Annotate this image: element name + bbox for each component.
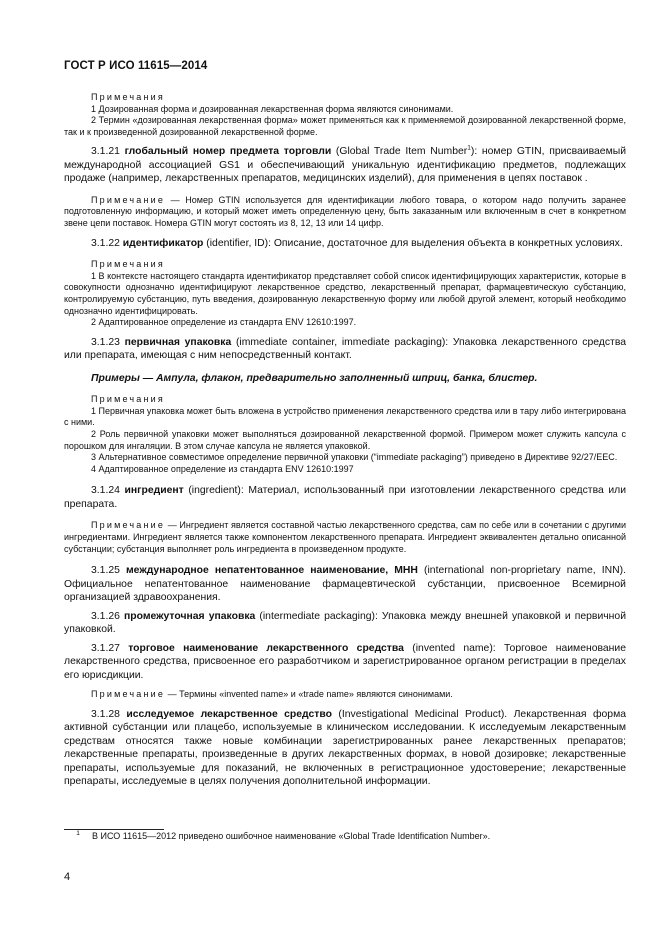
note-paragraph: Примечание — Термины «invented name» и «trade name» являются синонимами. [91, 689, 453, 700]
footnote-ref: 1 [467, 144, 471, 152]
term-name: промежуточная упаковка [123, 610, 256, 622]
example-line: Примеры — Ампула, флакон, предварительно заполненный шприц, банка, блистер. [91, 372, 538, 384]
term-name: исследуемое лекарственное средство [126, 708, 332, 720]
note-paragraph: Примечание — Ингредиент является составной частью лекарственного средства, сам по себе или в сочетании с другими ингредиентами. Ингредиент является также компонентом лекарственного препарата. Ингредиент эквивалентен детально описанной субстанции; субстанция выполняет роль ингредиента в произведенном продукте. [64, 520, 626, 554]
note-paragraph: Примечание — Номер GTIN используется для идентификации любого товара, о котором надо получить заранее подготовленную информацию, и который может иметь определенную цену, быть заказанным или включенным в счет в конкретном звене цепи поставок. Номера GTIN могут состоять из 8, 12, 13 или 14 цифр. [64, 194, 626, 229]
note-item: 2 Адаптированное определение из стандарта ENV 12610:1997. [91, 317, 357, 328]
note-item: 1 Дозированная форма и дозированная лекарственная форма являются синонимами. [91, 103, 454, 114]
term-name: глобальный номер предмета торговли [124, 146, 332, 158]
term-definition: 3.1.23 первичная упаковка (immediate container, immediate packaging): Упаковка лекарственного средства или препарата, имеющая с ним непосредственный контакт. [64, 336, 627, 362]
note-heading: Примечания [91, 394, 165, 405]
page-number: 4 [64, 871, 71, 883]
term-definition: 3.1.22 идентификатор (identifier, ID): Описание, достаточное для выделения объекта в конкретных условиях. [91, 237, 623, 249]
document-body [64, 92, 626, 789]
term-name: ингредиент [124, 485, 184, 497]
term-name: идентификатор [122, 237, 204, 249]
note-item: 3 Альтернативное совместимое определение первичной упаковки (“immediate packaging”) приведено в Директиве 92/27/EEC. [91, 452, 618, 463]
term-name: международное непатентованное наименование, МНН [126, 565, 418, 577]
term-definition: 3.1.26 промежуточная упаковка (intermediate packaging): Упаковка между внешней упаковкой и первичной упаковкой. [64, 610, 626, 636]
term-definition: 3.1.28 исследуемое лекарственное средство (Investigational Medicinal Product). Лекарственная форма активной субстанции или плацебо, используемые в клиническом исследовании. К исследуемым лекарственным средствам относятся также новые комбинации зарегистрированных ранее лекарственных препаратов; лекарственные препараты, произведенные в других лекарственных формах, в новой дозировке; лекарственные препараты, используемые для показаний, не включенных в регистрационное удостоверение; лекарственные препараты, исследуемые в целях получения дополнительной информации. [64, 708, 626, 788]
document-header: ГОСТ Р ИСО 11615—2014 [64, 60, 208, 72]
note-heading: Примечания [91, 259, 165, 270]
term-definition: 3.1.21 глобальный номер предмета торговли (Global Trade Item Number$^1$): номер GTIN, присваиваемый международной ассоциацией GS1 и обеспечивающий уникальную идентификацию предметов, подлежащих продаже (например, лекарственных препаратов, медицинских изделий), для применения в цепях поставок . [64, 144, 626, 185]
note-item: 1 Первичная упаковка может быть вложена в устройство применения лекарственного средства или в тару либо интегрирована с ними. [64, 405, 626, 428]
note-item: 1 В контексте настоящего стандарта идентификатор представляет собой список идентифицирующих характеристик, которые в совокупности однозначно идентифицируют лекарственное средство, лекарственный препарат, фармацевтическую субстанцию, контролируемую субстанцию, путь введения, дозированную лекарственную форму или любой другой элемент, который необходимо однозначно идентифицировать. [64, 270, 626, 316]
footnote-text: В ИСО 11615—2012 приведено ошибочное наименование «Global Trade Identification Number». [92, 831, 491, 841]
term-definition: 3.1.24 ингредиент (ingredient): Материал, использованный при изготовлении лекарственного средства или препарата. [64, 485, 627, 510]
footnote [64, 831, 626, 843]
note-item: 2 Термин «дозированная лекарственная форма» может применяться как к применяемой дозированной лекарственной форме, так и к произведенной дозированной лекарственной форме. [64, 115, 626, 137]
note-item: 2 Роль первичной упаковки может выполняться дозированной лекарственной формой. Примером может служить капсула с порошком для ингаляции. В этом случае капсула не является упаковкой. [64, 429, 626, 451]
term-definition: 3.1.27 торговое наименование лекарственного средства (invented name): Торговое наименование лекарственного средства, присвоенное его разработчиком и зарегистрированное органом регистрации в пределах его юрисдикции. [64, 642, 626, 681]
note-item: 4 Адаптированное определение из стандарта ENV 12610:1997 [91, 463, 354, 474]
note-heading: Примечания [91, 92, 165, 102]
term-name: торговое наименование лекарственного средства [128, 642, 404, 654]
footnote-mark: 1 [76, 830, 80, 837]
term-definition: 3.1.25 международное непатентованное наименование, МНН (international non-proprietary name, INN). Официальное непатентованное наименование фармацевтической субстанции, присвоенное Всемирной организацией здравоохранения. [64, 565, 627, 604]
term-name: первичная упаковка [124, 336, 232, 348]
